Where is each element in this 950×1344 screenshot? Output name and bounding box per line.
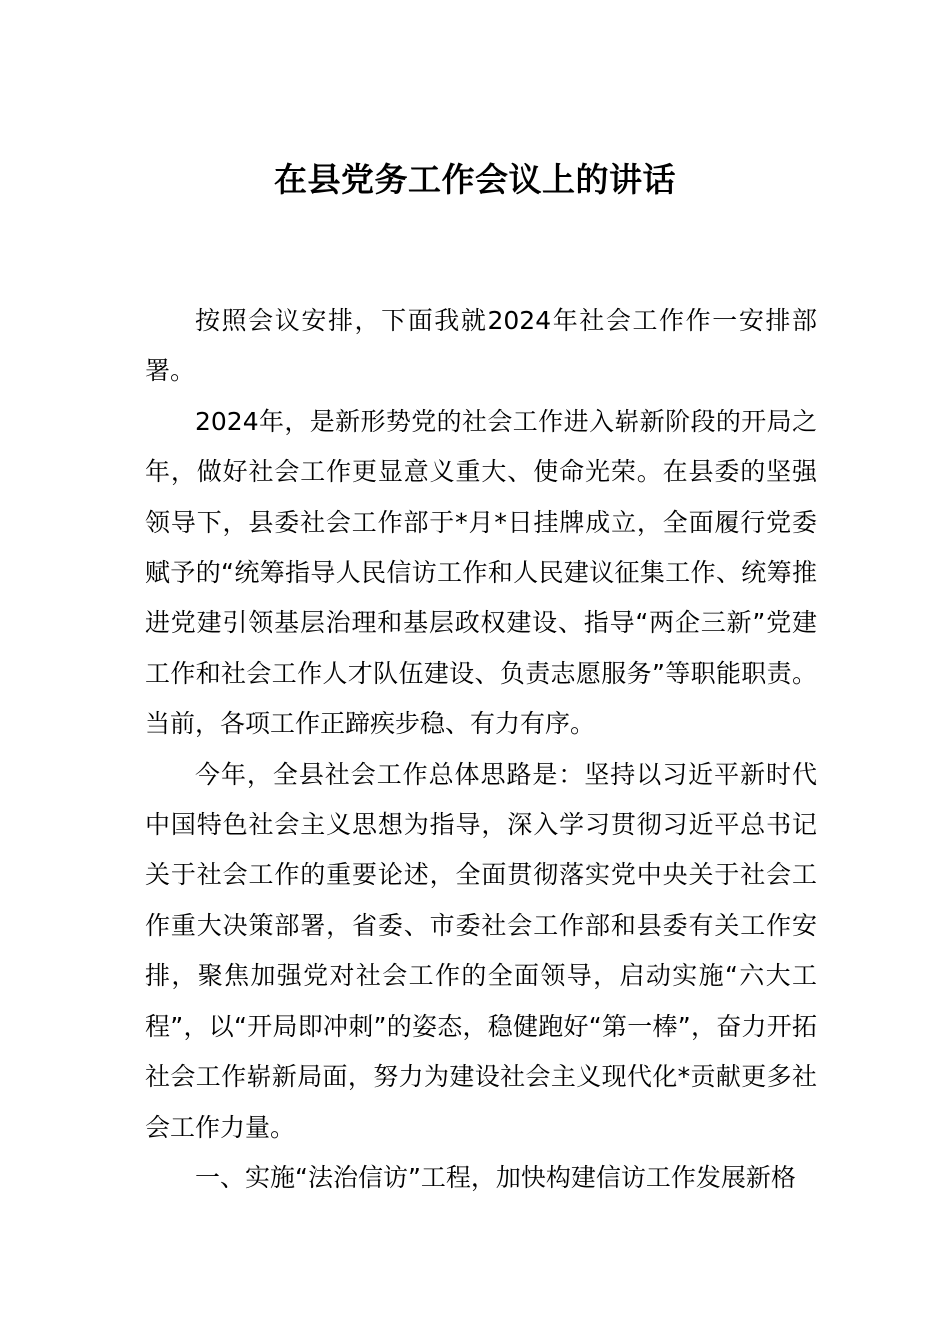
paragraph-overall-approach: 今年，全县社会工作总体思路是：坚持以习近平新时代中国特色社会主义思想为指导，深入学习贯彻习近平总书记关于社会工作的重要论述，全面贯彻落实党中央关于社会工作重大决策部署，省委、市委社会工作部和县委有关工作安排，聚焦加强党对社会工作的全面领导，启动实施“六大工程”，以“开局即冲刺”的姿态，稳健跑好“第一棒”，奋力开拓社会工作崭新局面，努力为建设社会主义现代化*贡献更多社会工作力量。 [145, 759, 817, 1142]
section-heading-1: 一、实施“法治信访”工程，加快构建信访工作发展新格 [195, 1162, 796, 1192]
document-title: 在县党务工作会议上的讲话 [274, 160, 676, 199]
paragraph-intro: 按照会议安排，下面我就2024年社会工作作一安排部署。 [145, 306, 817, 386]
paragraph-background: 2024年，是新形势党的社会工作进入崭新阶段的开局之年，做好社会工作更显意义重大、使命光荣。在县委的坚强领导下，县委社会工作部于*月*日挂牌成立，全面履行党委赋予的“统筹指导人民信访工作和人民建议征集工作、统筹推进党建引领基层治理和基层政权建设、指导“两企三新”党建工作和社会工作人才队伍建设、负责志愿服务”等职能职责。当前，各项工作正蹄疾步稳、有力有序。 [145, 406, 817, 739]
document-body [145, 296, 817, 1203]
